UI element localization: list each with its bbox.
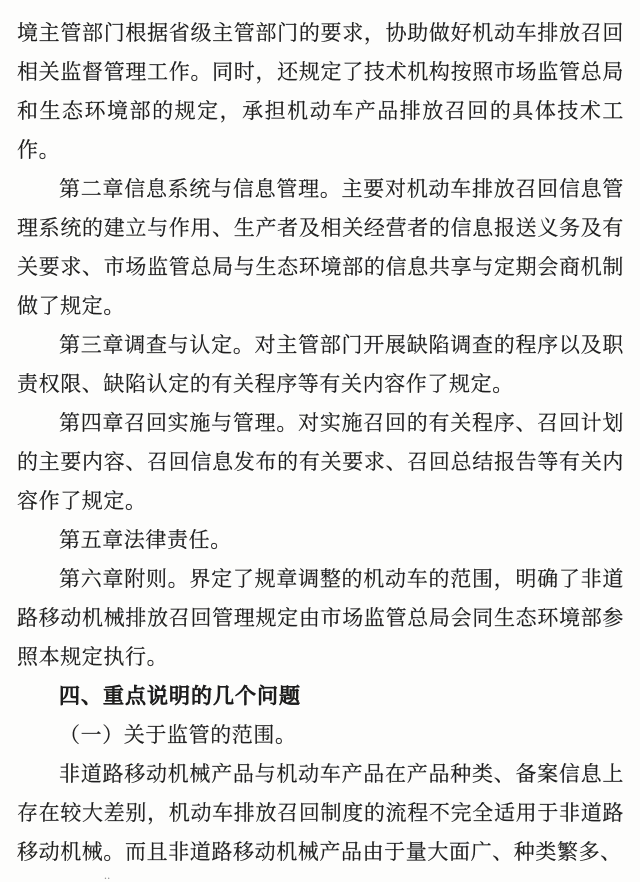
paragraph: 第四章召回实施与管理。对实施召回的有关程序、召回计划的主要内容、召回信息发布的有关要求、召回总结报告等有关内容作了规定。	[17, 411, 624, 513]
paragraph: 境主管部门根据省级主管部门的要求，协助做好机动车排放召回相关监督管理工作。同时，还规定了技术机构按照市场监管总局和生态环境部的规定，承担机动车产品排放召回的具体技术工作。	[17, 21, 624, 162]
paragraph: （一）关于监管的范围。	[59, 723, 297, 747]
paragraph: 第六章附则。界定了规章调整的机动车的范围，明确了非道路移动机械排放召回管理规定由市场监管总局会同生态环境部参照本规定执行。	[17, 567, 624, 669]
paragraph: 第五章法律责任。	[59, 528, 232, 552]
paragraph: 第二章信息系统与信息管理。主要对机动车排放召回信息管理系统的建立与作用、生产者及相关经营者的信息报送义务及有关要求、市场监管总局与生态环境部的信息共享与定期会商机制做了规定。	[17, 177, 624, 318]
paragraph: 第三章调查与认定。对主管部门开展缺陷调查的程序以及职责权限、缺陷认定的有关程序等有关内容作了规定。	[17, 333, 624, 396]
section-heading: 四、重点说明的几个问题	[59, 685, 301, 708]
scan-artifact-next-line-fragment: ᐧᐧ	[104, 874, 111, 885]
paragraph: 非道路移动机械产品与机动车产品在产品种类、备案信息上存在较大差别，机动车排放召回制度的流程不完全适用于非道路移动机械。而且非道路移动机械产品由于量大面广、种类繁多、	[17, 762, 624, 864]
document-body	[17, 14, 624, 872]
